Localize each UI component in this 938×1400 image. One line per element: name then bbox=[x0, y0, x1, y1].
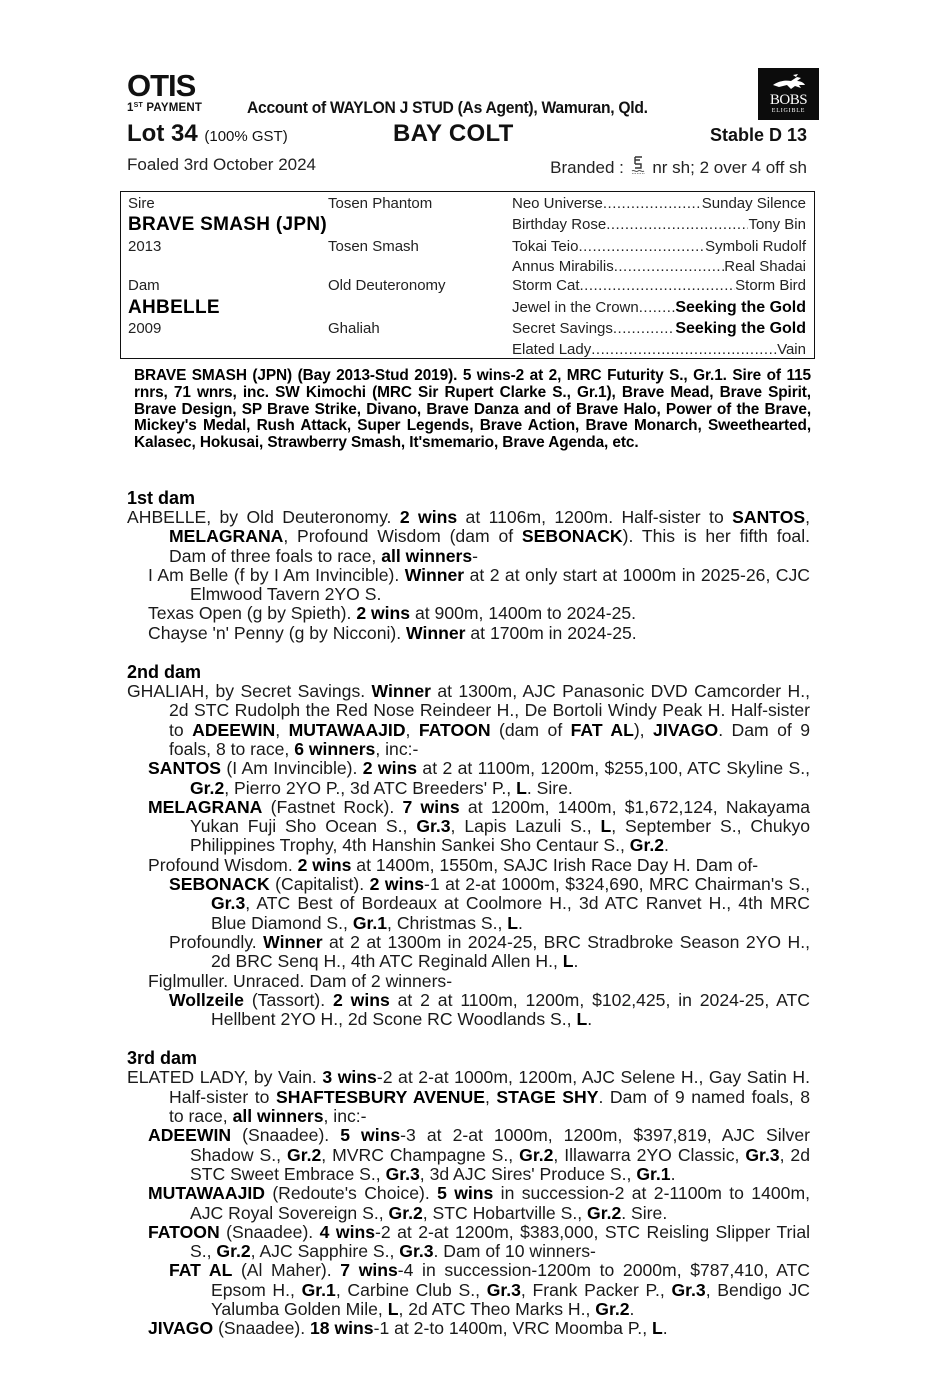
gst-note: (100% GST) bbox=[204, 128, 288, 145]
otis-sub-prefix: 1 bbox=[127, 102, 134, 114]
horse-head-icon bbox=[771, 73, 807, 93]
sire-year: 2013 bbox=[128, 238, 162, 255]
otis-sub-text: PAYMENT bbox=[146, 102, 203, 114]
freeze-brand-icon bbox=[631, 155, 646, 175]
great-grandparent-right: Seeking the Gold bbox=[675, 320, 806, 337]
dam-section bbox=[127, 1048, 810, 1338]
great-grandparent-left: Tokai Teio bbox=[512, 238, 579, 255]
great-grandparent-row bbox=[512, 299, 806, 317]
produce-entry: Texas Open (g by Spieth). 2 wins at 900m, 1400m to 2024-25. bbox=[148, 603, 637, 624]
granddam-paternal: Tosen Smash bbox=[328, 238, 419, 255]
produce-entry: FATOON (Snaadee). 4 wins-2 at 2-at 1200m, $383,000, STC Reisling Slipper Trial S., Gr.2, AJC Sapphire S., Gr.3. Dam of 10 winners- bbox=[148, 1221, 811, 1262]
great-grandparent-left: Jewel in the Crown bbox=[512, 299, 639, 316]
dam-section bbox=[127, 662, 810, 1029]
produce-entry: Chayse 'n' Penny (g by Nicconi). Winner at 1700m in 2024-25. bbox=[148, 622, 637, 643]
dam-year: 2009 bbox=[128, 320, 162, 337]
great-grandparent-right: Seeking the Gold bbox=[675, 299, 806, 316]
header-top bbox=[127, 66, 810, 120]
produce-entry: ADEEWIN (Snaadee). 5 wins-3 at 2-at 1000m, 1200m, $397,819, AJC Silver Shadow S., Gr.2, MVRC Champagne S., Gr.2, Illawarra 2YO Classic, Gr.3, 2d STC Sweet Embrace S., Gr.3, 3d AJC Sires' Produce S., Gr.1. bbox=[148, 1125, 811, 1184]
produce-entry: AHBELLE, by Old Deuteronomy. 2 wins at 1106m, 1200m. Half-sister to SANTOS, MELAGRANA, Profound Wisdom (dam of SEBONACK). This is her fifth foal. Dam of three foals to race, all winners- bbox=[127, 507, 811, 566]
great-grandparent-left: Annus Mirabilis bbox=[512, 258, 614, 275]
vendor-account: Account of WAYLON J STUD (As Agent), Wamuran, Qld. bbox=[247, 98, 648, 117]
produce-entry: GHALIAH, by Secret Savings. Winner at 1300m, AJC Panasonic DVD Camcorder H., 2d STC Rudolph the Red Nose Reindeer H., De Bortoli Windy Peak H. Half-sister to ADEEWIN, MUTAWAAJID, FATOON (dam of FAT AL), JIVAGO. Dam of 9 foals, 8 to race, 6 winners, inc:- bbox=[127, 681, 811, 759]
dot-leader bbox=[614, 258, 725, 275]
great-grandparent-right: Tony Bin bbox=[748, 216, 806, 233]
dot-leader bbox=[580, 277, 736, 294]
lot-label: Lot 34 bbox=[127, 120, 198, 147]
great-grandparent-left: Birthday Rose bbox=[512, 216, 607, 233]
dot-leader bbox=[613, 320, 675, 338]
great-grandparent-right: Vain bbox=[777, 341, 806, 358]
dam-name: AHBELLE bbox=[128, 297, 220, 318]
produce-entry: FAT AL (Al Maher). 7 wins-4 in succession-1200m to 2000m, $787,410, ATC Epsom H., Gr.1, Carbine Club S., Gr.3, Frank Packer P., Gr.3, Bendigo JC Yalumba Golden Mile, L, 2d ATC Theo Marks H., Gr.2. bbox=[169, 1260, 810, 1319]
produce-entry: Profound Wisdom. 2 wins at 1400m, 1550m, SAJC Irish Race Day H. Dam of- bbox=[148, 854, 759, 875]
brand-info bbox=[550, 155, 807, 178]
great-grandparent-right: Storm Bird bbox=[735, 277, 806, 294]
foaled-date: Foaled 3rd October 2024 bbox=[127, 155, 317, 174]
great-grandparent-row bbox=[512, 216, 806, 233]
otis-logo-subtitle bbox=[127, 102, 217, 114]
great-grandparent-left: Storm Cat bbox=[512, 277, 580, 294]
bobs-logo-sub: ELIGIBLE bbox=[771, 108, 806, 114]
great-grandparent-row bbox=[512, 341, 806, 358]
dam-sections bbox=[127, 488, 810, 1358]
produce-entry: MUTAWAAJID (Redoute's Choice). 5 wins in succession-2 at 2-1100m to 1400m, AJC Royal Sovereign S., Gr.2, STC Hobartville S., Gr.2. Sire. bbox=[148, 1183, 810, 1223]
bobs-eligible-logo bbox=[758, 68, 819, 120]
great-grandparent-row bbox=[512, 258, 806, 275]
lot-row bbox=[127, 120, 810, 150]
dot-leader bbox=[639, 299, 676, 317]
stable-location: Stable D 13 bbox=[709, 125, 807, 145]
grandsire-maternal: Old Deuteronomy bbox=[328, 277, 446, 294]
lot-number bbox=[127, 120, 288, 148]
pedigree-table bbox=[120, 191, 815, 359]
dot-leader bbox=[603, 195, 702, 212]
otis-logo-wordmark: OTIS bbox=[127, 68, 196, 103]
branded-label: Branded : bbox=[550, 158, 624, 177]
great-grandparent-left: Elated Lady bbox=[512, 341, 592, 358]
sire-summary: BRAVE SMASH (JPN) (Bay 2013-Stud 2019). 5 wins-2 at 2, MRC Futurity S., Gr.1. Sire of 115 rnrs, 71 wnrs, inc. SW Kimochi (MRC Sir Rupert Clarke S., Gr.1), Brave Mead, Brave Spirit, Brave Design, SP Brave Strike, Divano, Brave Danza and of Brave Halo, Power of the Brave, Mickey's Medal, Rush Attack, Super Legends, Brave Action, Brave Monarch, Sweethearted, Kalasec, Hokusai, Strawberry Smash, It'smemario, Brave Agenda, etc. bbox=[134, 367, 811, 452]
great-grandparent-row bbox=[512, 320, 806, 338]
great-grandparent-right: Real Shadai bbox=[724, 258, 806, 275]
section-title: 1st dam bbox=[127, 488, 196, 508]
dot-leader bbox=[578, 238, 705, 255]
produce-entry: Wollzeile (Tassort). 2 wins at 2 at 1100m, 1200m, $102,425, in 2024-25, ATC Hellbent 2YO H., 2d Scone RC Woodlands S., L. bbox=[169, 989, 810, 1030]
dam-label: Dam bbox=[128, 277, 160, 294]
great-grandparent-row bbox=[512, 238, 806, 255]
great-grandparent-row bbox=[512, 277, 806, 294]
branded-text: nr sh; 2 over 4 off sh bbox=[652, 158, 807, 177]
produce-entry: SEBONACK (Capitalist). 2 wins-1 at 2-at 1000m, $324,690, MRC Chairman's S., Gr.3, ATC Best of Bordeaux at Coolmore H., 3d ATC Ranvet H., 4th MRC Blue Diamond S., Gr.1, Christmas S., L. bbox=[169, 874, 810, 933]
bobs-logo-text: BOBS bbox=[769, 92, 808, 108]
otis-logo bbox=[127, 68, 217, 114]
dot-leader bbox=[606, 216, 748, 233]
great-grandparent-right: Sunday Silence bbox=[701, 195, 806, 212]
dam-section bbox=[127, 488, 810, 643]
produce-entry: MELAGRANA (Fastnet Rock). 7 wins at 1200m, 1400m, $1,672,124, Nakayama Yukan Fuji Sho Ocean S., Gr.3, Lapis Lazuli S., L, September S., Chukyo Philippines Trophy, 4th Hanshin Sankei Sho Centaur S., Gr.2. bbox=[148, 796, 811, 856]
section-title: 2nd dam bbox=[127, 662, 202, 683]
catalogue-page bbox=[127, 66, 811, 1339]
produce-entry: SANTOS (I Am Invincible). 2 wins at 2 at 1100m, 1200m, $255,100, ATC Skyline S., Gr.2, Pierro 2YO P., 3d ATC Breeders' P., L. Sire. bbox=[148, 758, 810, 798]
produce-entry: Figlmuller. Unraced. Dam of 2 winners- bbox=[148, 970, 453, 991]
foaling-row bbox=[127, 150, 810, 177]
produce-entry: ELATED LADY, by Vain. 3 wins-2 at 2-at 1000m, 1200m, AJC Selene H., Gay Satin H. Half-sister to SHAFTESBURY AVENUE, STAGE SHY. Dam of 9 named foals, 8 to race, all winners, inc:- bbox=[127, 1067, 811, 1127]
dot-leader bbox=[591, 341, 777, 358]
great-grandparent-left: Secret Savings bbox=[512, 320, 613, 337]
sex-colour: BAY COLT bbox=[393, 120, 514, 147]
great-grandparent-left: Neo Universe bbox=[512, 195, 603, 212]
sire-label: Sire bbox=[128, 195, 155, 212]
great-grandparent-right: Symboli Rudolf bbox=[705, 238, 806, 255]
section-title: 3rd dam bbox=[127, 1048, 198, 1069]
produce-entry: I Am Belle (f by I Am Invincible). Winner at 2 at only start at 1000m in 2025-26, CJC Elmwood Tavern 2YO S. bbox=[148, 564, 810, 605]
granddam-maternal: Ghaliah bbox=[328, 320, 380, 337]
produce-entry: Profoundly. Winner at 2 at 1300m in 2024-25, BRC Stradbroke Season 2YO H., 2d BRC Senq H., 4th ATC Reginald Allen H., L. bbox=[169, 931, 810, 972]
grandsire-paternal: Tosen Phantom bbox=[328, 195, 433, 212]
otis-sub-sup: ST bbox=[133, 102, 143, 109]
great-grandparent-row bbox=[512, 195, 806, 212]
produce-entry: JIVAGO (Snaadee). 18 wins-1 at 2-to 1400m, VRC Moomba P., L. bbox=[148, 1318, 668, 1339]
sire-name: BRAVE SMASH (JPN) bbox=[128, 214, 327, 235]
